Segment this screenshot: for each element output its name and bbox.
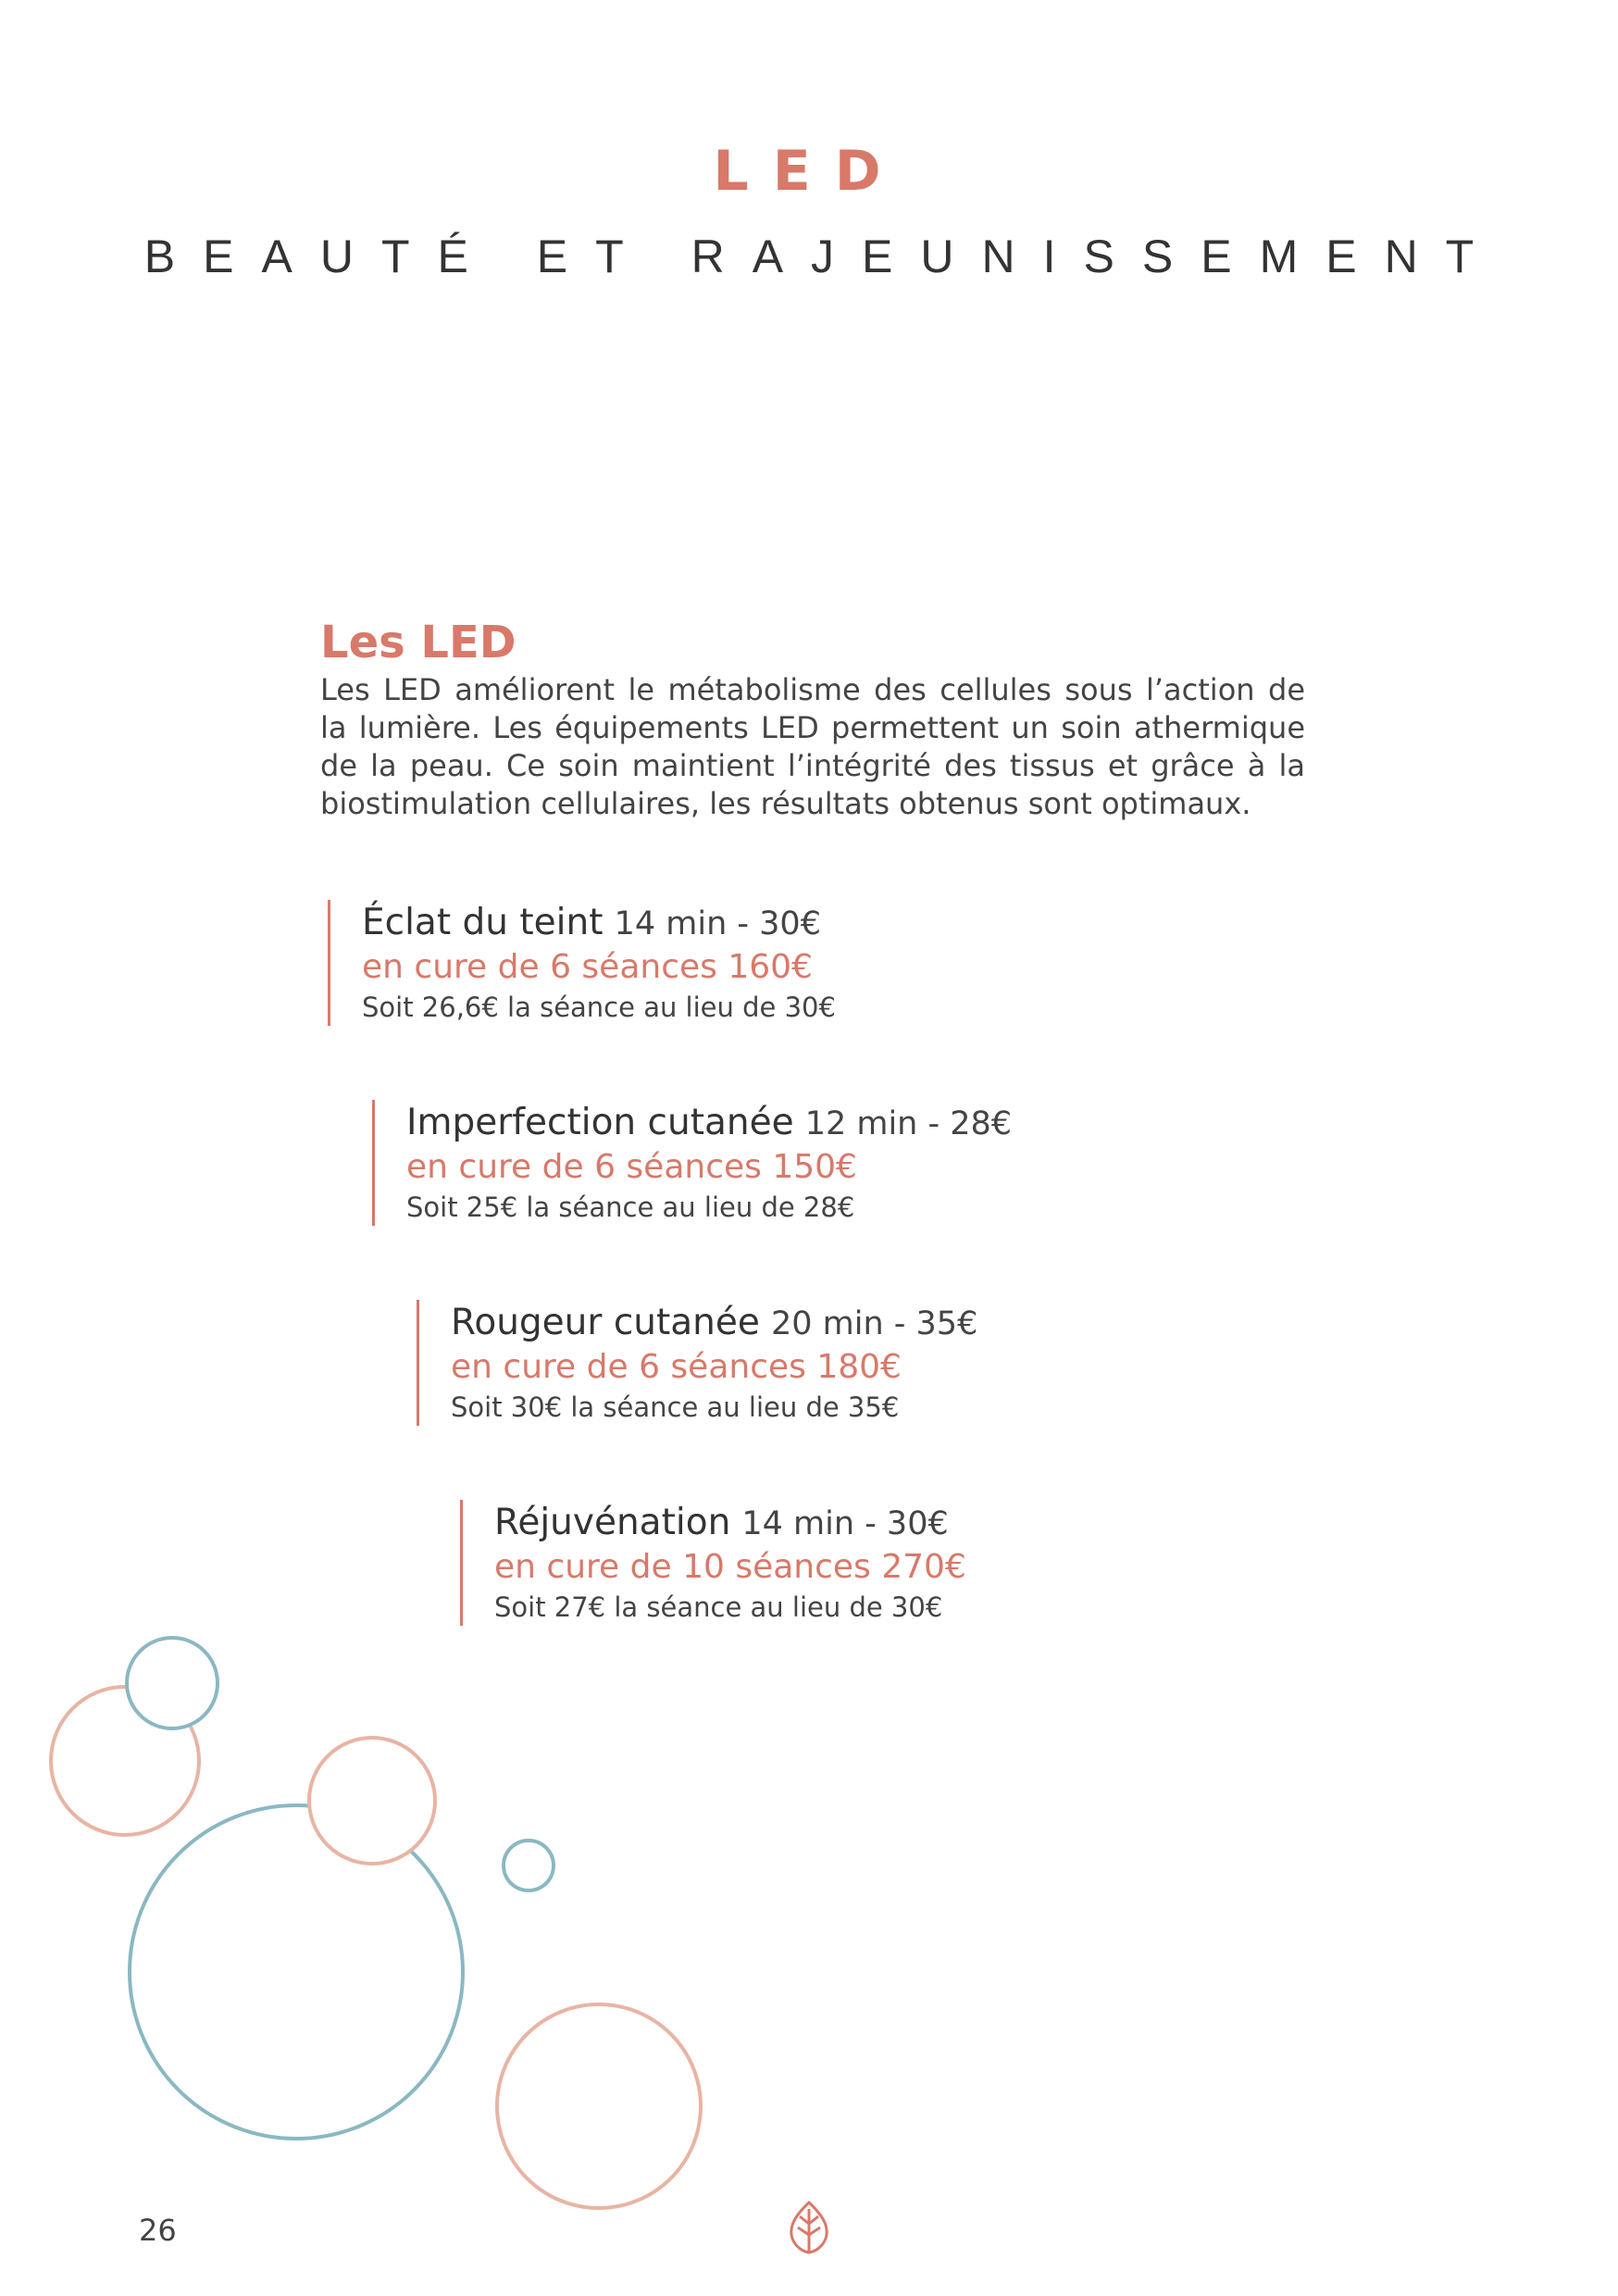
bubble-peach-bottom	[497, 2004, 701, 2208]
treatment-note: Soit 27€ la séance au lieu de 30€	[494, 1591, 943, 1623]
treatment-name: Éclat du teint	[362, 902, 604, 943]
page-subtitle: BEAUTÉ ET RAJEUNISSEMENT	[143, 231, 1502, 282]
treatment-title-line	[406, 1100, 1012, 1146]
bubble-blue-large	[130, 1805, 463, 2139]
treatment-duration-price: 14 min - 30€	[614, 905, 821, 942]
treatment-title-line	[451, 1300, 977, 1346]
leaf-icon	[785, 2200, 833, 2255]
treatment-name: Rougeur cutanée	[451, 1302, 760, 1343]
treatment-note: Soit 25€ la séance au lieu de 28€	[406, 1192, 855, 1223]
treatment-note: Soit 30€ la séance au lieu de 35€	[451, 1391, 900, 1423]
treatment-name: Réjuvénation	[494, 1502, 731, 1543]
bubble-peach-mid	[309, 1738, 435, 1864]
treatment-item-rougeur	[417, 1300, 977, 1426]
treatment-duration-price: 12 min - 28€	[804, 1105, 1013, 1142]
treatment-item-imperfection	[372, 1100, 1012, 1226]
decorative-bubbles	[0, 1574, 833, 2240]
treatment-name: Imperfection cutanée	[406, 1102, 794, 1143]
page-title: LED	[713, 139, 905, 204]
treatment-cure-price: en cure de 6 séances 160€	[362, 948, 813, 986]
bubble-blue-small-top	[127, 1638, 218, 1728]
treatment-duration-price: 14 min - 30€	[741, 1505, 949, 1542]
treatment-note: Soit 26,6€ la séance au lieu de 30€	[362, 992, 836, 1023]
intro-heading: Les LED	[320, 617, 517, 668]
treatment-title-line	[362, 900, 836, 946]
treatment-item-eclat	[328, 900, 836, 1026]
page-number: 26	[139, 2213, 177, 2248]
treatment-cure-price: en cure de 6 séances 150€	[406, 1148, 857, 1186]
treatment-title-line	[494, 1500, 966, 1546]
intro-section	[320, 618, 1305, 823]
intro-text: Les LED améliorent le métabolisme des cellules sous l’action de la lumière. Les équipements LED permettent un soin athermique de la peau. Ce soin maintient l’intégrité des tissus et grâce à la biostimulation cellulaires, les résultats obtenus sont optimaux.	[320, 671, 1305, 821]
treatment-duration-price: 20 min - 35€	[770, 1305, 978, 1342]
treatment-cure-price: en cure de 6 séances 180€	[451, 1348, 902, 1386]
treatment-cure-price: en cure de 10 séances 270€	[494, 1548, 966, 1586]
bubble-blue-tiny	[504, 1841, 554, 1890]
